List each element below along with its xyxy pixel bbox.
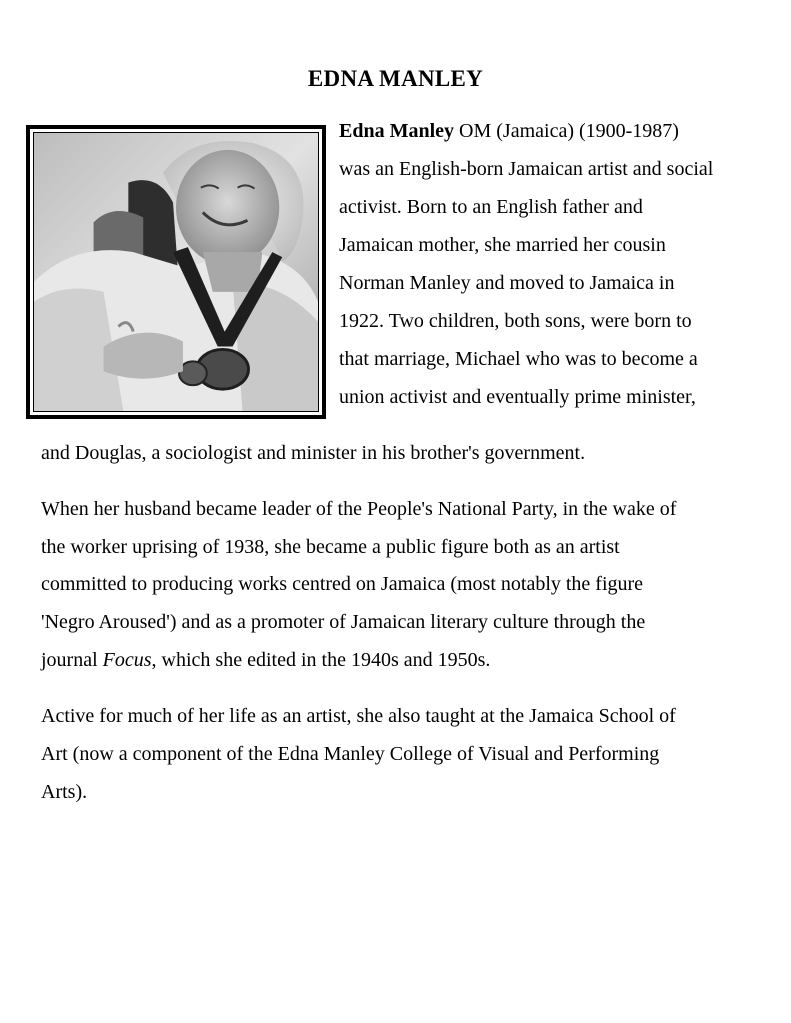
text-line: Art (now a component of the Edna Manley College of Visual and Performing xyxy=(41,743,660,765)
text-line: 1922. Two children, both sons, were born to xyxy=(339,310,692,332)
journal-title: Focus xyxy=(102,649,152,671)
text-line-journal xyxy=(41,648,490,672)
text-line: Active for much of her life as an artist, she also taught at the Jamaica School of xyxy=(41,705,676,727)
text-line: 'Negro Aroused') and as a promoter of Jamaican literary culture through the xyxy=(41,611,646,633)
intro-first-line xyxy=(339,119,679,143)
text-segment: , which she edited in the 1940s and 1950s. xyxy=(151,649,491,671)
text-line: When her husband became leader of the People's National Party, in the wake of xyxy=(41,498,677,520)
text-line: that marriage, Michael who was to become a xyxy=(339,348,698,370)
text-line: was an English-born Jamaican artist and social xyxy=(339,158,714,180)
text-line: and Douglas, a sociologist and minister in his brother's government. xyxy=(41,442,586,464)
text-line: activist. Born to an English father and xyxy=(339,196,643,218)
text-line: Jamaican mother, she married her cousin xyxy=(339,234,666,256)
subject-name-details: OM (Jamaica) (1900-1987) xyxy=(454,120,679,142)
portrait-photo-frame xyxy=(26,125,326,419)
text-line: Arts). xyxy=(41,781,88,803)
text-line: Norman Manley and moved to Jamaica in xyxy=(339,272,675,294)
page-title: EDNA MANLEY xyxy=(307,66,484,91)
text-line: the worker uprising of 1938, she became a public figure both as an artist xyxy=(41,536,620,558)
subject-name: Edna Manley xyxy=(339,120,455,142)
portrait-photo xyxy=(33,132,319,412)
portrait-photo-image xyxy=(34,133,318,411)
text-line: committed to producing works centred on Jamaica (most notably the figure xyxy=(41,573,644,595)
text-segment: journal xyxy=(41,649,103,671)
text-line: union activist and eventually prime minister, xyxy=(339,386,696,408)
